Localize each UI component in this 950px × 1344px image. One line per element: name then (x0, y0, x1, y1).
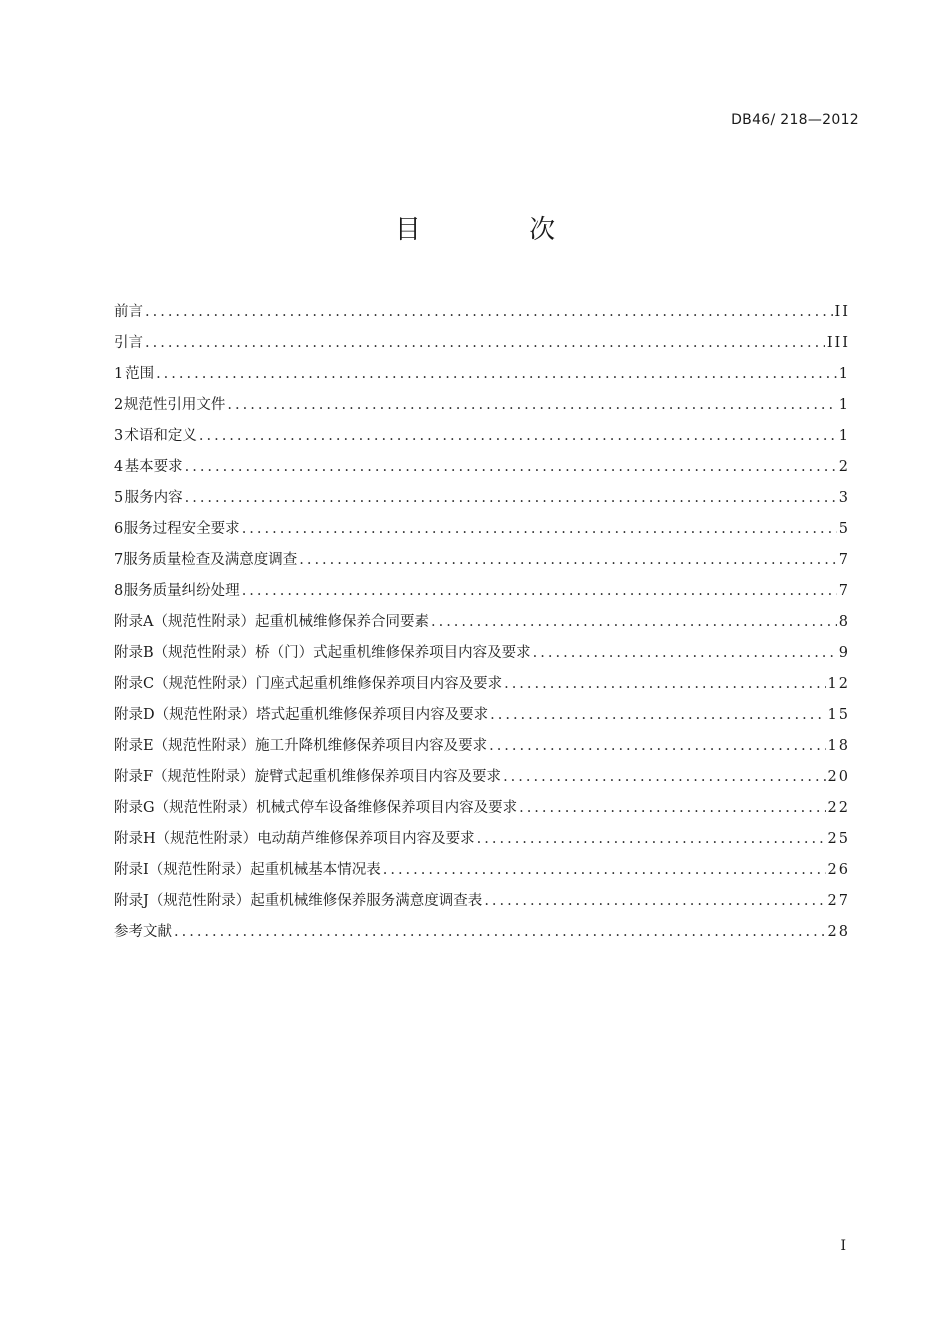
toc-entry-title: 起重机械基本情况表 (250, 862, 381, 878)
toc-entry-page: 26 (827, 862, 850, 878)
toc-entry-title: 服务过程安全要求 (123, 521, 240, 537)
toc-entry[interactable] (114, 359, 850, 390)
toc-entry-title: 前言 (114, 304, 143, 320)
toc-entry-title: 起重机械维修保养合同要素 (254, 614, 429, 630)
toc-entry-title: 机械式停车设备维修保养项目内容及要求 (256, 800, 518, 816)
toc-entry-title: 术语和定义 (124, 428, 197, 444)
toc-entry-number: 2 (114, 397, 124, 413)
toc-entry[interactable] (114, 638, 850, 669)
toc-leader-dots (185, 452, 837, 483)
toc-entry-title: 引言 (114, 335, 143, 351)
page-title: 目 次 (394, 215, 606, 245)
toc-leader-dots (504, 669, 825, 700)
toc-entry-page: 8 (838, 614, 850, 630)
toc-entry[interactable] (114, 917, 850, 948)
page-number: I (840, 1238, 846, 1254)
toc-entry-page: II (834, 304, 850, 320)
toc-entry-page: 25 (827, 831, 850, 847)
toc-entry-number: 4 (114, 459, 124, 475)
toc-entry-title: 规范性引用文件 (123, 397, 226, 413)
toc-entry-number: 5 (114, 490, 124, 506)
toc-entry-title: 服务质量检查及满意度调查 (123, 552, 298, 568)
toc-entry[interactable] (114, 886, 850, 917)
toc-entry[interactable] (114, 607, 850, 638)
toc-entry-page: 1 (838, 397, 850, 413)
toc-leader-dots (199, 421, 837, 452)
toc-entry[interactable] (114, 545, 850, 576)
toc-entry-appendix-label: 附录C（规范性附录） (114, 676, 256, 692)
toc-entry-appendix-label: 附录E（规范性附录） (114, 738, 256, 754)
toc-leader-dots (145, 328, 825, 359)
toc-entry[interactable] (114, 855, 850, 886)
toc-entry-title: 旋臂式起重机维修保养项目内容及要求 (254, 769, 502, 785)
toc-leader-dots (227, 390, 836, 421)
toc-entry[interactable] (114, 421, 850, 452)
toc-entry-title: 服务内容 (124, 490, 183, 506)
toc-leader-dots (174, 917, 826, 948)
toc-entry-page: 15 (827, 707, 850, 723)
toc-entry-page: 7 (838, 583, 850, 599)
toc-leader-dots (489, 731, 825, 762)
toc-entry-title: 参考文献 (114, 924, 172, 940)
toc-entry[interactable] (114, 669, 850, 700)
toc-entry-page: 1 (838, 366, 850, 382)
toc-leader-dots (156, 359, 837, 390)
toc-entry[interactable] (114, 328, 850, 359)
toc-entry-appendix-label: 附录H（规范性附录） (114, 831, 258, 847)
toc-entry[interactable] (114, 793, 850, 824)
toc-entry[interactable] (114, 452, 850, 483)
toc-leader-dots (431, 607, 837, 638)
toc-entry-page: 1 (838, 428, 850, 444)
toc-entry-page: 22 (827, 800, 850, 816)
toc-leader-dots (299, 545, 837, 576)
table-of-contents (114, 297, 850, 948)
toc-entry[interactable] (114, 762, 850, 793)
toc-entry[interactable] (114, 483, 850, 514)
toc-entry[interactable] (114, 700, 850, 731)
toc-entry-appendix-label: 附录A（规范性附录） (114, 614, 255, 630)
toc-entry-number: 8 (114, 583, 124, 599)
toc-entry-page: 7 (838, 552, 850, 568)
toc-entry-appendix-label: 附录B（规范性附录） (114, 645, 256, 661)
toc-leader-dots (242, 514, 837, 545)
toc-entry-title: 电动葫芦维修保养项目内容及要求 (257, 831, 475, 847)
toc-entry[interactable] (114, 731, 850, 762)
toc-entry-title: 范围 (125, 366, 155, 382)
toc-entry[interactable] (114, 824, 850, 855)
toc-entry-page: 28 (827, 924, 850, 940)
toc-entry-appendix-label: 附录G（规范性附录） (114, 800, 257, 816)
toc-entry-page: III (826, 335, 850, 351)
toc-entry-number: 3 (114, 428, 124, 444)
toc-entry-number: 6 (114, 521, 124, 537)
toc-entry-page: 2 (838, 459, 850, 475)
toc-entry[interactable] (114, 576, 850, 607)
toc-entry-appendix-label: 附录D（规范性附录） (114, 707, 257, 723)
toc-leader-dots (185, 483, 837, 514)
toc-entry-page: 5 (838, 521, 850, 537)
toc-entry-title: 起重机械维修保养服务满意度调查表 (250, 893, 483, 909)
toc-entry-title: 服务质量纠纷处理 (123, 583, 240, 599)
toc-leader-dots (484, 886, 825, 917)
toc-leader-dots (490, 700, 825, 731)
toc-leader-dots (477, 824, 826, 855)
toc-entry[interactable] (114, 297, 850, 328)
toc-entry-number: 1 (114, 366, 124, 382)
toc-leader-dots (503, 762, 825, 793)
toc-leader-dots (242, 576, 837, 607)
toc-entry-appendix-label: 附录I（规范性附录） (114, 862, 251, 878)
toc-entry-title: 基本要求 (124, 459, 183, 475)
toc-leader-dots (383, 855, 826, 886)
toc-entry-page: 18 (827, 738, 850, 754)
toc-entry-page: 20 (827, 769, 850, 785)
toc-entry-appendix-label: 附录F（规范性附录） (114, 769, 255, 785)
toc-leader-dots (533, 638, 837, 669)
toc-entry-title: 施工升降机维修保养项目内容及要求 (255, 738, 488, 754)
toc-entry-title: 门座式起重机维修保养项目内容及要求 (255, 676, 503, 692)
toc-entry[interactable] (114, 390, 850, 421)
toc-leader-dots (145, 297, 833, 328)
toc-entry-page: 12 (827, 676, 850, 692)
toc-entry-page: 27 (827, 893, 850, 909)
toc-entry-appendix-label: 附录J（规范性附录） (114, 893, 251, 909)
toc-leader-dots (519, 793, 825, 824)
toc-entry-title: 桥（门）式起重机维修保养项目内容及要求 (255, 645, 531, 661)
toc-entry-title: 塔式起重机维修保养项目内容及要求 (256, 707, 489, 723)
toc-entry-page: 3 (838, 490, 850, 506)
toc-entry[interactable] (114, 514, 850, 545)
toc-entry-page: 9 (838, 645, 850, 661)
toc-entry-number: 7 (114, 552, 124, 568)
document-code: DB46/ 218—2012 (731, 112, 859, 128)
